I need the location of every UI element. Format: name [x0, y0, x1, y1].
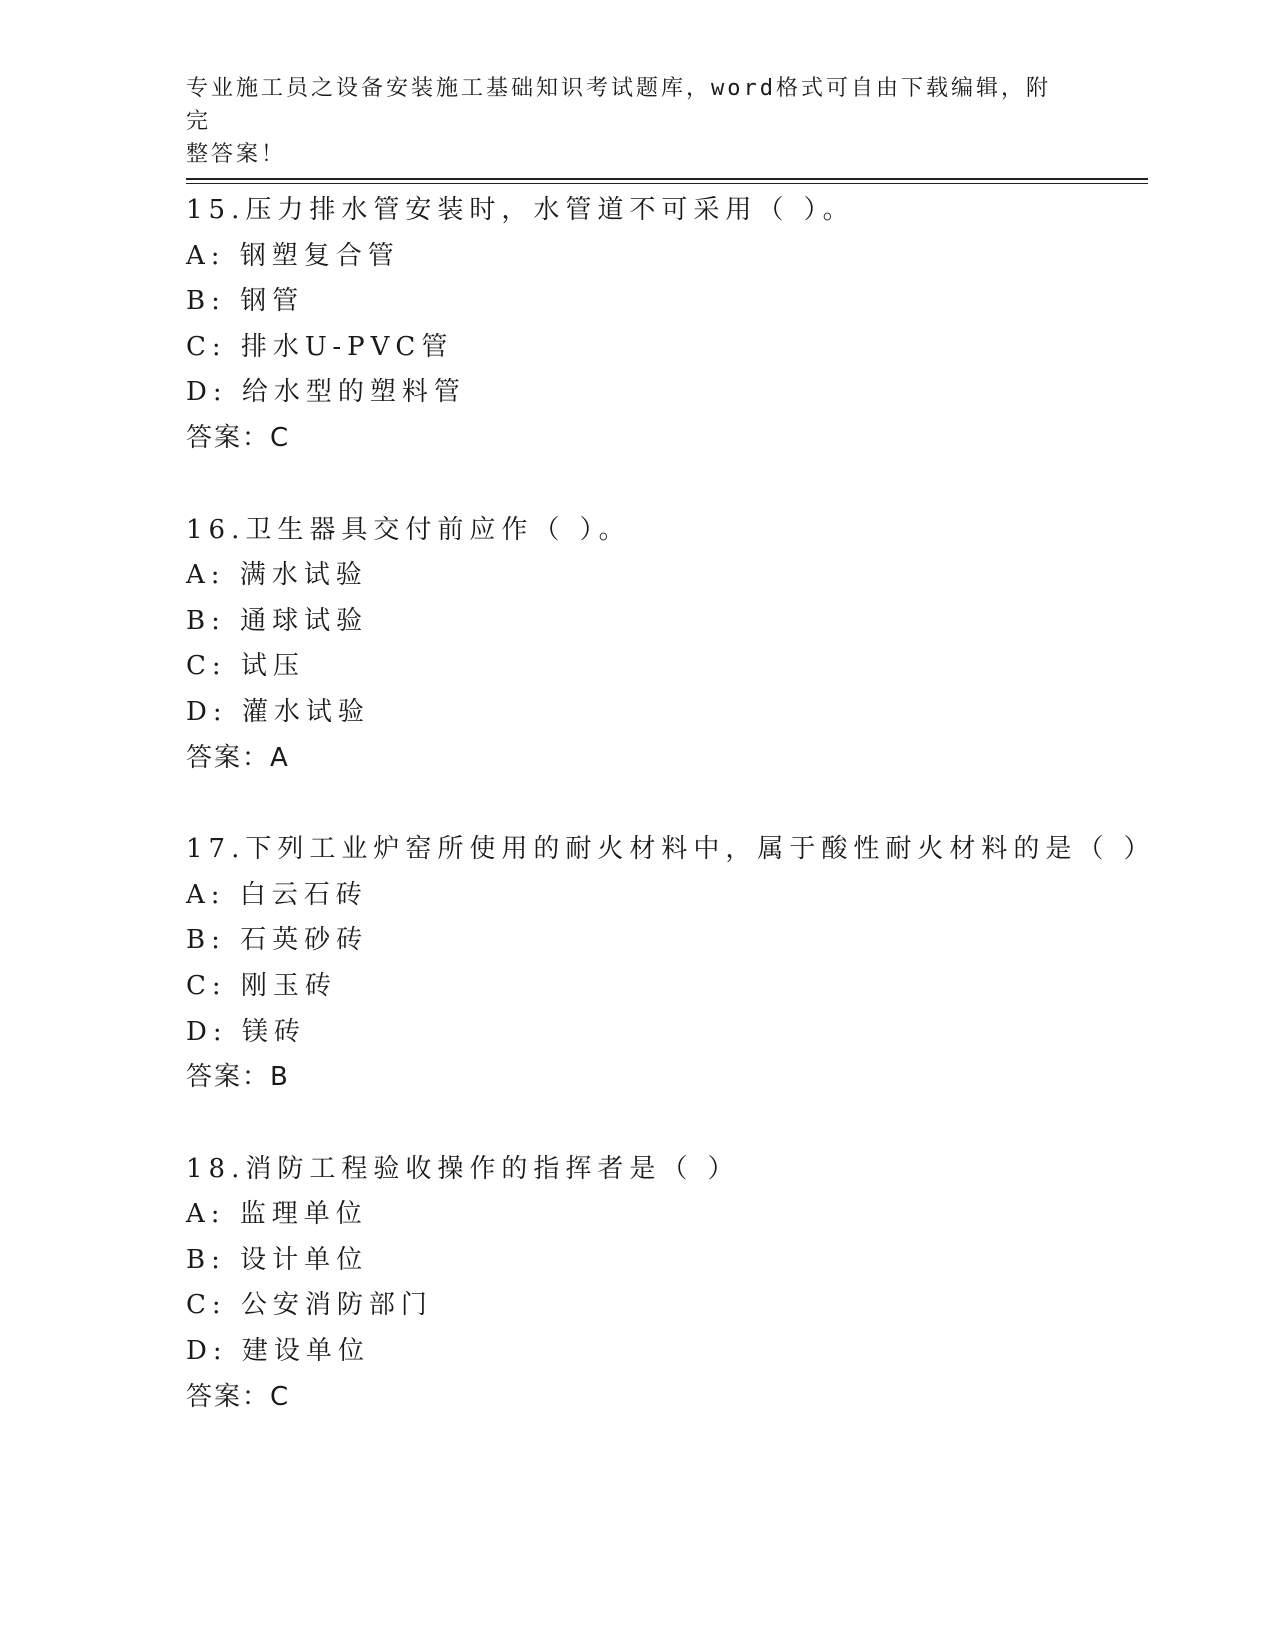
intro-line-1: 专业施工员之设备安装施工基础知识考试题库，word格式可自由下载编辑，附完 — [186, 76, 1051, 134]
option-d: D: 镁砖 — [186, 1016, 306, 1047]
question-stem: 15.压力排水管安装时，水管道不可采用（ ）。 — [186, 195, 855, 225]
option-b: B: 通球试验 — [186, 605, 369, 636]
option-c: C: 公安消防部门 — [186, 1290, 433, 1321]
option-a: A: 白云石砖 — [186, 879, 368, 910]
question-stem: 18.消防工程验收操作的指挥者是（ ） — [186, 1153, 740, 1184]
answer-label: 答案：A — [186, 742, 290, 773]
option-b: B: 石英砂砖 — [186, 925, 369, 956]
question-16 — [186, 508, 1148, 782]
question-list — [186, 188, 1156, 1466]
option-d: D: 灌水试验 — [186, 696, 370, 727]
option-a: A: 满水试验 — [186, 560, 368, 591]
option-b: B: 设计单位 — [186, 1244, 369, 1275]
answer-label: 答案：C — [186, 422, 291, 453]
option-c: C: 排水U-PVC管 — [186, 331, 454, 362]
question-18 — [186, 1147, 1148, 1421]
header-divider-thin — [186, 183, 1148, 184]
question-15 — [186, 188, 1148, 462]
question-stem: 17.下列工业炉窑所使用的耐火材料中，属于酸性耐火材料的是（ ） — [186, 834, 1156, 865]
option-d: D: 给水型的塑料管 — [186, 377, 466, 408]
option-b: B: 钢管 — [186, 286, 305, 317]
option-a: A: 监理单位 — [186, 1199, 368, 1230]
answer-label: 答案：B — [186, 1062, 290, 1093]
header-divider-thick — [186, 178, 1148, 180]
intro-line-2: 整答案！ — [186, 142, 287, 167]
document-intro — [186, 72, 1066, 171]
option-d: D: 建设单位 — [186, 1336, 370, 1367]
option-a: A: 钢塑复合管 — [186, 240, 400, 271]
option-c: C: 刚玉砖 — [186, 970, 337, 1001]
question-17 — [186, 827, 1156, 1101]
option-c: C: 试压 — [186, 651, 305, 682]
question-stem: 16.卫生器具交付前应作（ ）。 — [186, 514, 631, 545]
answer-label: 答案：C — [186, 1381, 291, 1412]
